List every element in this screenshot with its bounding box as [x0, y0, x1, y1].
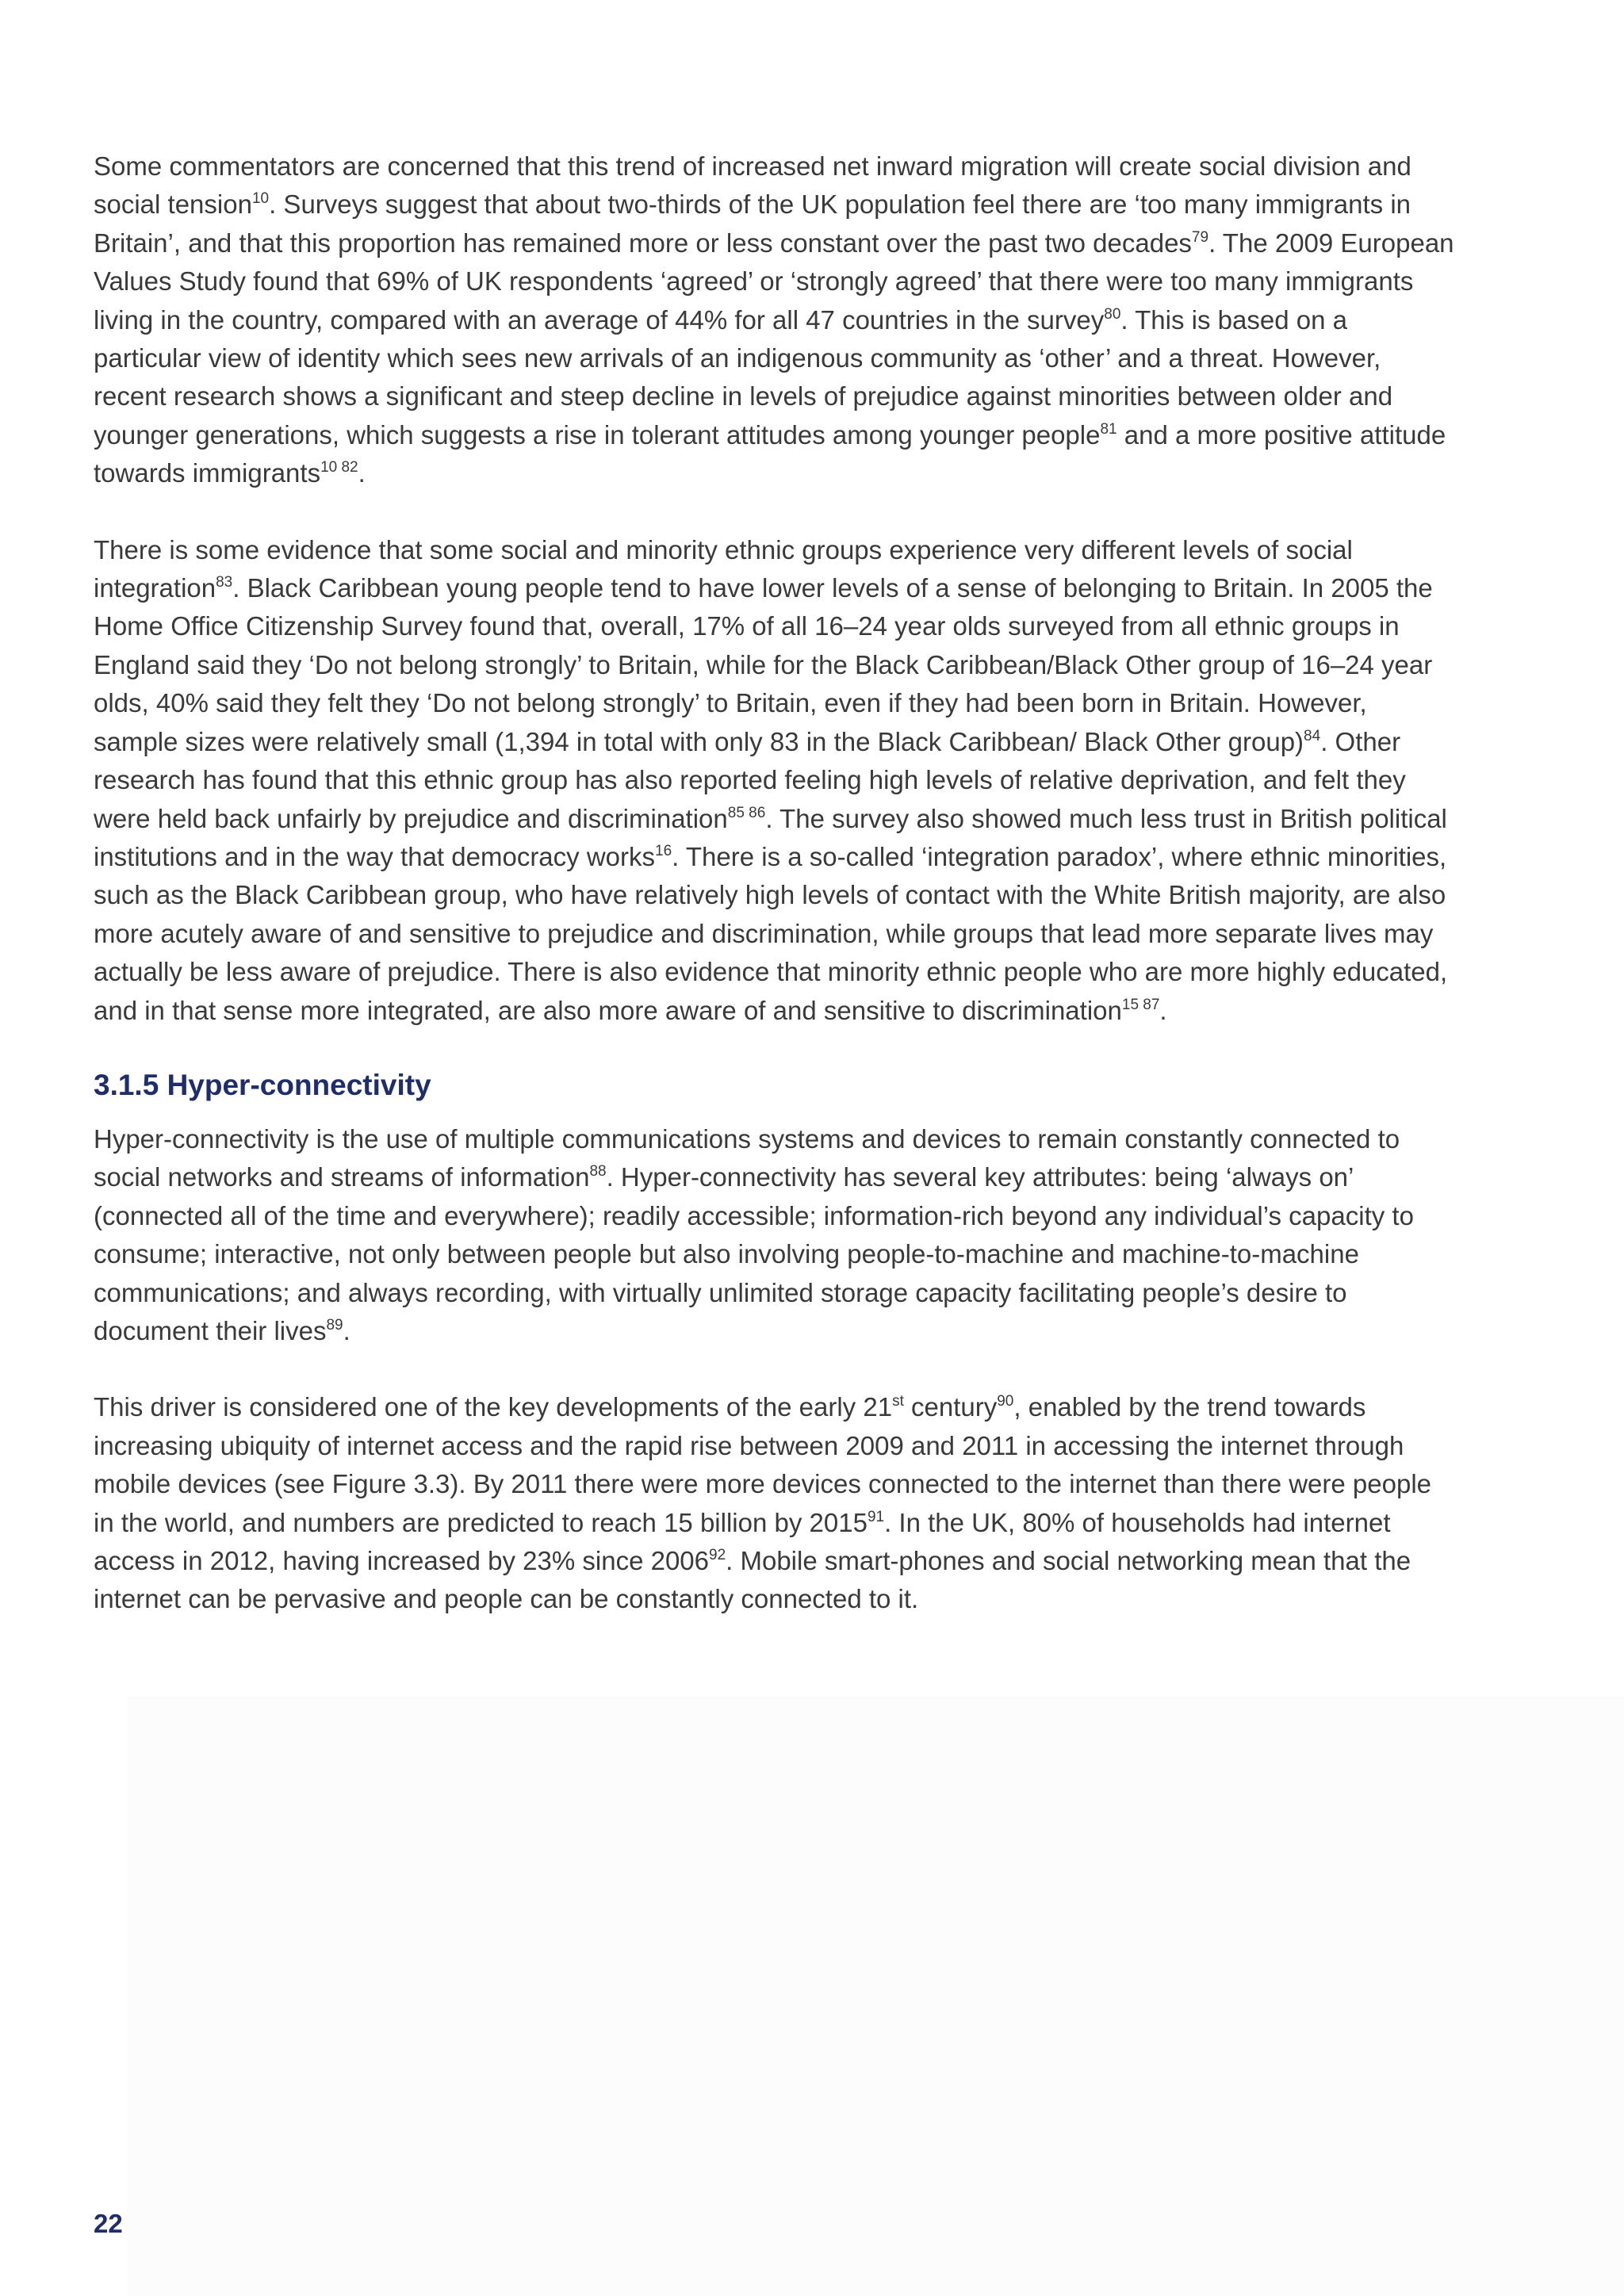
footnote-ref: 91 — [867, 1508, 885, 1525]
footnote-ref: 85 86 — [727, 804, 766, 821]
text-run: , enabled by the trend towards increasing ubiquity of internet access and the rapid rise between 2009 and 2011 in accessing the internet through mobile devices (see Figure 3.3). By 2011 there were more devices connected to the internet than there were people in the world, and numbers are predicted to reach 15 billion by 2015 — [94, 1392, 1432, 1537]
text-run: . Mobile smart-phones and social networking mean that the internet can be pervasive and people can be constantly connected to it. — [94, 1546, 1411, 1614]
text-run: There is some evidence that some social and minority ethnic groups experience very different levels of social integration — [94, 534, 1353, 603]
footnote-ref: 81 — [1100, 420, 1117, 438]
footnote-ref: 83 — [216, 574, 233, 591]
ordinal-suffix: st — [892, 1393, 904, 1410]
paragraph-social-integration — [94, 531, 1457, 1030]
section-heading: 3.1.5 Hyper-connectivity — [94, 1068, 431, 1101]
text-run: . This is based on a particular view of identity which sees new arrivals of an indigenous community as ‘other’ and a threat. However, recent research shows a significant and steep decline in levels of prejudice against minorities between older and younger generations, which suggests a rise in tolerant attitudes among younger people — [94, 304, 1393, 450]
text-run: . — [358, 458, 366, 488]
text-run: and a more positive attitude towards immigrants — [94, 419, 1446, 488]
text-run: century — [903, 1392, 998, 1422]
text-run: . Hyper-connectivity has several key attributes: being ‘always on’ (connected all of the time and everywhere); readily accessible; information-rich beyond any individual’s capacity to consume; interactive, not only between people but also involving people-to-machine and machine-to-machine communications; and always recording, with virtually unlimited storage capacity facilitating people’s desire to document their lives — [94, 1162, 1414, 1345]
text-run: . Surveys suggest that about two-thirds of the UK population feel there are ‘too many immigrants in Britain’, and that this proportion has remained more or less constant over the past two decades — [94, 189, 1411, 258]
footnote-ref: 88 — [589, 1163, 607, 1181]
footnote-ref: 10 82 — [320, 459, 358, 476]
text-run: . The survey also showed much less trust in British political institutions and in the way that democracy works — [94, 803, 1447, 871]
body-content — [94, 147, 1457, 1619]
paragraph-internet-access — [94, 1388, 1457, 1618]
text-run: . In the UK, 80% of households had internet access in 2012, having increased by 23% since 2006 — [94, 1507, 1391, 1575]
footnote-ref: 84 — [1304, 727, 1321, 744]
text-run: . Other research has found that this ethnic group has also reported feeling high levels of relative deprivation, and felt they were held back unfairly by prejudice and discrimination — [94, 726, 1406, 833]
footnote-ref: 15 87 — [1121, 996, 1160, 1013]
footnote-ref: 10 — [251, 190, 270, 208]
footnote-ref: 79 — [1191, 228, 1209, 246]
paragraph-hyper-connectivity-definition — [94, 1120, 1457, 1350]
footnote-ref: 90 — [997, 1393, 1014, 1410]
footnote-ref: 89 — [326, 1316, 343, 1334]
text-run: Hyper-connectivity is the use of multiple communications systems and devices to remain constantly connected to social networks and streams of information — [94, 1123, 1400, 1192]
text-run: This driver is considered one of the key developments of the early 21 — [94, 1392, 893, 1422]
text-run: Some commentators are concerned that this trend of increased net inward migration will create social division and social tension — [94, 151, 1411, 220]
text-run: . — [1159, 995, 1167, 1025]
text-run: . There is a so-called ‘integration paradox’, where ethnic minorities, such as the Black Caribbean group, who have relatively high levels of contact with the White British majority, are also more acutely aware of and sensitive to prejudice and discrimination, while groups that lead more separate lives may actually be less aware of prejudice. There is also evidence that minority ethnic people who are more highly educated, and in that sense more integrated, are also more aware of and sensitive to discrimination — [94, 841, 1448, 1025]
text-run: . Black Caribbean young people tend to have lower levels of a sense of belonging to Britain. In 2005 the Home Office Citizenship Survey found that, overall, 17% of all 16–24 year olds surveyed from all ethnic groups in England said they ‘Do not belong strongly’ to Britain, while for the Black Caribbean/Black Other group of 16–24 year olds, 40% said they felt they ‘Do not belong strongly’ to Britain, even if they had been born in Britain. However, sample sizes were relatively small (1,394 in total with only 83 in the Black Caribbean/ Black Other group) — [94, 573, 1433, 756]
text-run: . The 2009 European Values Study found that 69% of UK respondents ‘agreed’ or ‘strongly agreed’ that there were too many immigrants living in the country, compared with an average of 44% for all 47 countries in the survey — [94, 228, 1454, 335]
footnote-ref: 92 — [709, 1547, 726, 1563]
text-run: . — [343, 1315, 350, 1345]
page-number: 22 — [94, 2209, 123, 2238]
footnote-ref: 16 — [655, 842, 672, 859]
footnote-ref: 80 — [1104, 305, 1121, 323]
paragraph-migration-attitudes — [94, 147, 1457, 493]
page-background-panel — [127, 1697, 1624, 2296]
